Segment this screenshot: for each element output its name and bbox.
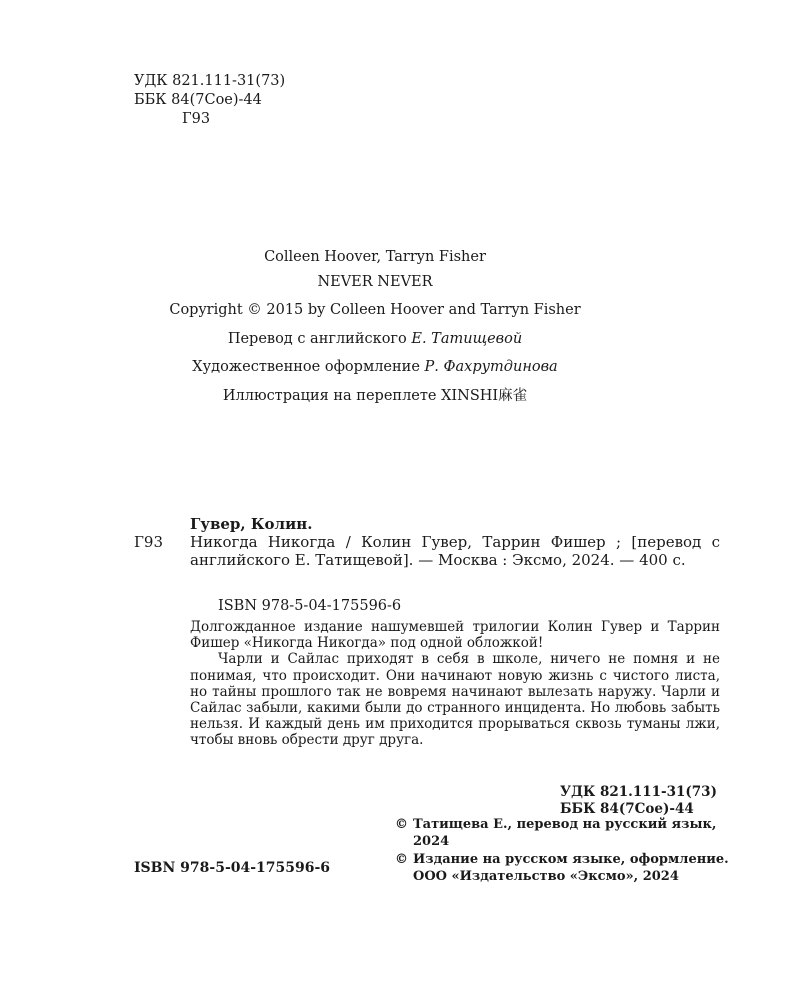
udk-code: УДК 821.111-31(73) bbox=[134, 73, 286, 89]
translation-label: Перевод с английского bbox=[227, 330, 407, 347]
catalog-isbn: ISBN 978-5-04-175596-6 bbox=[218, 598, 402, 614]
bbk-code: ББК 84(7Сое)-44 bbox=[134, 92, 262, 108]
annotation-body: Чарли и Сайлас приходят в себя в школе, ничего не помня и не понимая, что происходит. Они начинают новую жизнь с чистого листа, но тайны прошлого так не вовремя начинают вылезать наружу. Чарли и Сайлас забыли, какими были до странного инцидента. Но любовь забыть нельзя. И каждый день им приходится прорываться сквозь туманы лжи, чтобы вновь обрести друг друга. bbox=[190, 651, 720, 749]
designer-name: Р. Фахрутдинова bbox=[424, 359, 558, 375]
book-annotation bbox=[190, 619, 720, 749]
copyright-line: Copyright © 2015 by Colleen Hoover and Tarryn Fisher bbox=[169, 302, 581, 318]
copyright-symbol: © bbox=[395, 817, 408, 832]
udk-code-bottom: УДК 821.111-31(73) bbox=[560, 784, 717, 800]
copyright-symbol: © bbox=[395, 852, 408, 867]
original-title: NEVER NEVER bbox=[317, 273, 433, 290]
illustration-credit bbox=[100, 384, 650, 409]
classification-codes-bottom bbox=[560, 784, 717, 817]
copyright-notices bbox=[395, 817, 735, 887]
design-label: Художественное оформление bbox=[192, 359, 420, 375]
author-mark: Г93 bbox=[182, 111, 211, 127]
annotation-intro: Долгожданное издание нашумевшей трилогии Колин Гувер и Таррин Фишер «Никогда Никогда» под одной обложкой! bbox=[190, 619, 720, 652]
bbk-code-bottom: ББК 84(7Сое)-44 bbox=[560, 800, 694, 817]
catalog-description: Никогда Никогда / Колин Гувер, Таррин Фишер ; [перевод с английского Е. Татищевой]. — Москва : Эксмо, 2024. — 400 с. bbox=[190, 533, 720, 569]
copyright-translation-text: Татищева Е., перевод на русский язык, 2024 bbox=[413, 817, 717, 849]
design-credit bbox=[100, 355, 650, 380]
classification-codes-top bbox=[134, 72, 285, 129]
credits-block bbox=[100, 245, 650, 408]
copyright-edition bbox=[395, 852, 735, 885]
illustrator-name: XINSHI麻雀 bbox=[441, 387, 528, 404]
translator-name: Е. Татищевой bbox=[411, 330, 523, 347]
illustration-label: Иллюстрация на переплете bbox=[222, 387, 437, 404]
catalog-author-heading: Гувер, Колин. bbox=[190, 515, 313, 533]
catalog-author-mark: Г93 bbox=[134, 533, 164, 551]
copyright-edition-text: Издание на русском языке, оформление. ООО «Издательство «Эксмо», 2024 bbox=[413, 852, 729, 884]
translation-credit bbox=[100, 327, 650, 352]
isbn-bottom: ISBN 978-5-04-175596-6 bbox=[134, 860, 331, 876]
copyright-translation bbox=[395, 817, 735, 850]
original-authors: Colleen Hoover, Tarryn Fisher bbox=[264, 249, 486, 265]
